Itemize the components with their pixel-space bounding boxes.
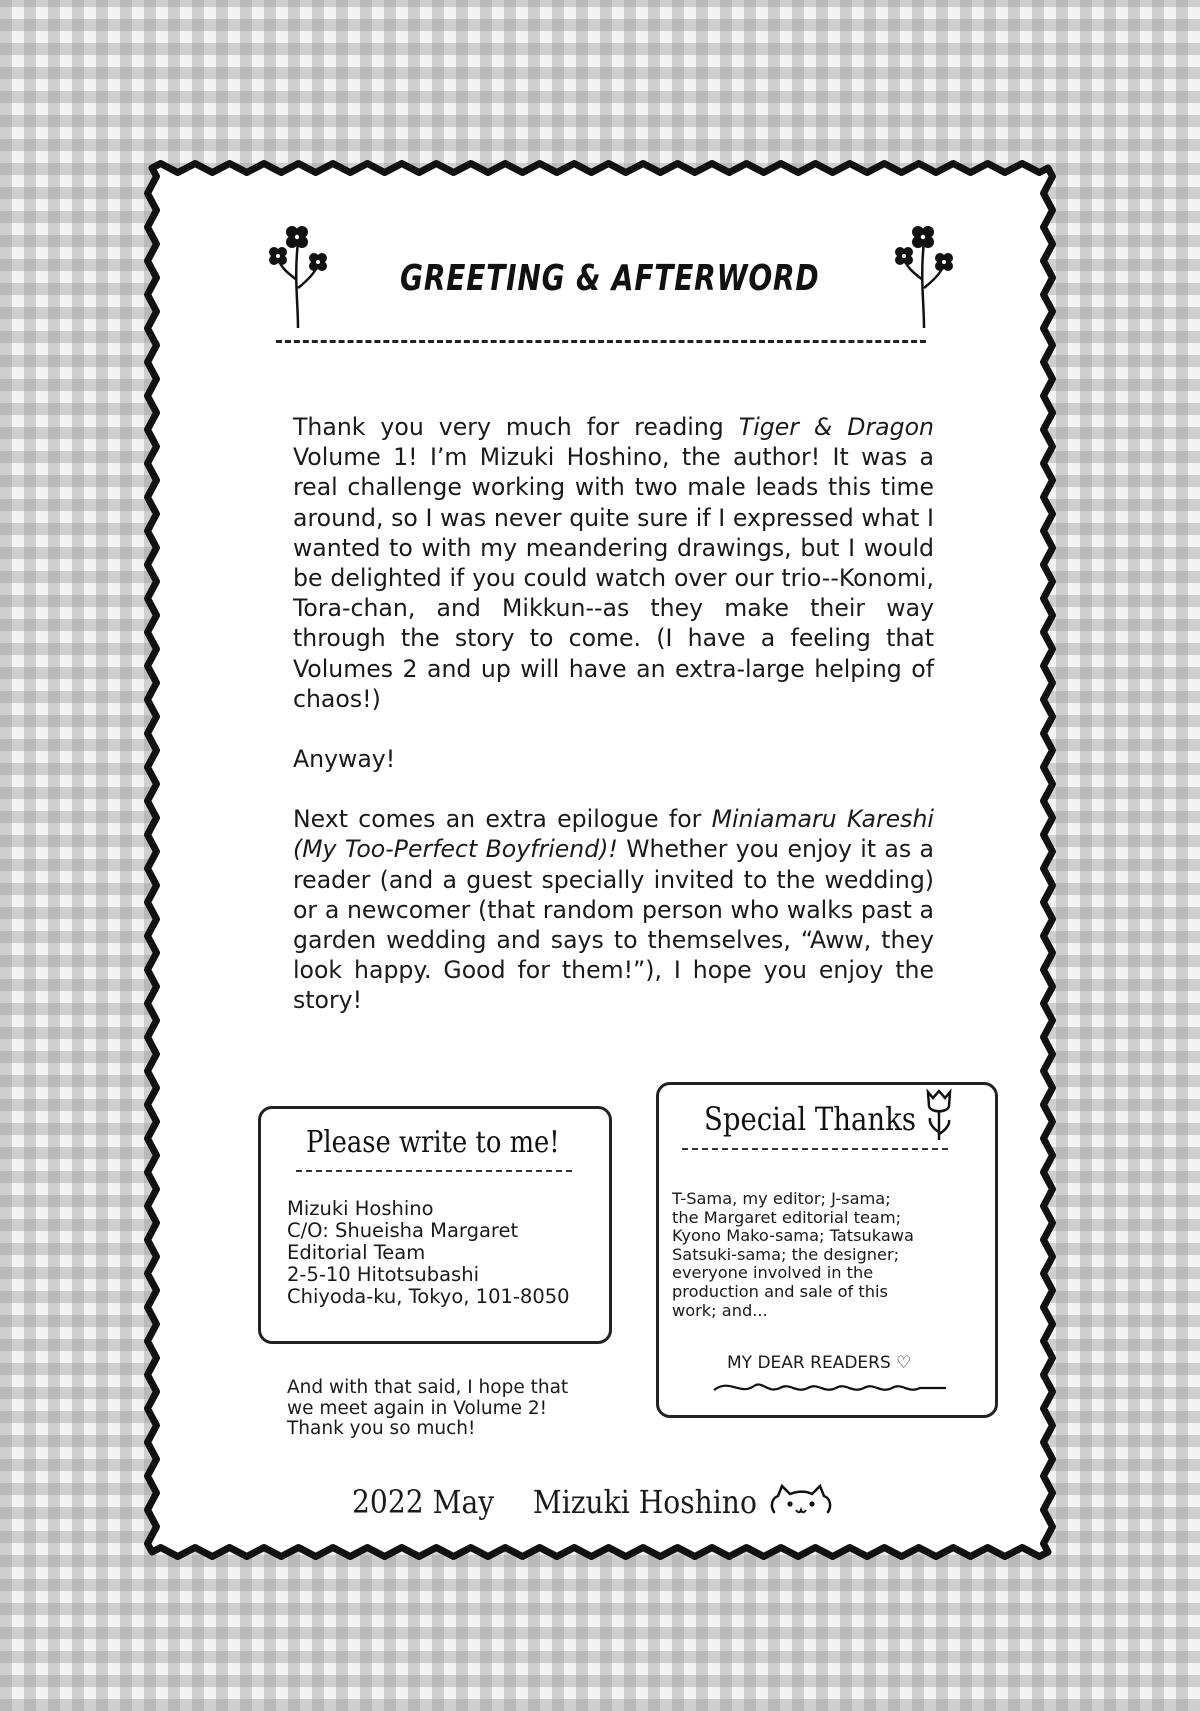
paragraph-1-text-a: Thank you very much for reading (293, 413, 739, 441)
farewell-line: And with that said, I hope that (287, 1377, 569, 1398)
flower-icon-right (890, 222, 956, 330)
address-line: Mizuki Hoshino (287, 1197, 434, 1220)
paragraph-2: Anyway! (293, 745, 396, 774)
paragraph-3-book-title: Miniamaru Kareshi (My Too-Perfect Boyfriend)! (293, 805, 934, 864)
address-line: C/O: Shueisha Margaret (287, 1219, 519, 1242)
thanks-line: the Margaret editorial team; (672, 1207, 902, 1227)
page-title: GREETING & AFTERWORD (400, 258, 820, 299)
address-line: Chiyoda-ku, Tokyo, 101-8050 (287, 1285, 570, 1308)
cat-face-icon (768, 1482, 834, 1522)
write-to-me-title: Please write to me! (306, 1125, 560, 1160)
thanks-line: everyone involved in the (672, 1263, 874, 1283)
flower-icon-left (264, 222, 330, 330)
special-thanks-title: Special Thanks (704, 1100, 916, 1138)
thanks-line: production and sale of this (672, 1281, 888, 1301)
dear-readers-label: MY DEAR READERS ♡ (727, 1353, 912, 1373)
title-divider (276, 340, 926, 343)
address-line: 2-5-10 Hitotsubashi (287, 1263, 479, 1286)
paragraph-3 (293, 804, 934, 1015)
paragraph-3-text-b: Whether you enjoy it as a reader (and a guest specially invited to the wedding) or a newcomer (that random person who walks past a garden wedding and says to themselves, “Aww, they look happy. Good for them!”), I hope you enjoy the story! (293, 835, 934, 1015)
swirl-divider-icon (710, 1376, 950, 1398)
paragraph-1 (293, 412, 934, 714)
paragraph-1-book-title: Tiger & Dragon (738, 413, 935, 441)
paragraph-3-text-a: Next comes an extra epilogue for (293, 805, 712, 834)
address-line: Editorial Team (287, 1241, 426, 1264)
paragraph-1-text-b: Volume 1! I’m Mizuki Hoshino, the author! It was a real challenge working with two male leads this time around, so I was never quite sure if I expressed what I wanted to with my meandering drawings, but I would be delighted if you could watch over our trio--Konomi, Tora-chan, and Mikkun--as they make their way through the story to come. (I have a feeling that Volumes 2 and up will have an extra-large helping of chaos!) (293, 443, 934, 713)
farewell-line: Thank you so much! (287, 1418, 476, 1439)
signature-author: Mizuki Hoshino (532, 1483, 757, 1521)
farewell-line: we meet again in Volume 2! (287, 1397, 548, 1419)
mailing-address (287, 1198, 570, 1308)
thanks-line: T-Sama, my editor; J-sama; (672, 1189, 891, 1208)
signature (352, 1483, 796, 1521)
thanks-line: Satsuki-sama; the designer; (672, 1244, 900, 1264)
farewell-message (287, 1378, 568, 1440)
write-to-me-divider (296, 1170, 572, 1172)
afterword-body (293, 412, 934, 1016)
tulip-icon (922, 1088, 956, 1142)
thanks-list (672, 1190, 982, 1320)
thanks-line: Kyono Mako-sama; Tatsukawa (672, 1226, 914, 1246)
thanks-line: work; and... (672, 1300, 768, 1320)
signature-date: 2022 May (352, 1483, 495, 1521)
special-thanks-divider (682, 1148, 948, 1150)
